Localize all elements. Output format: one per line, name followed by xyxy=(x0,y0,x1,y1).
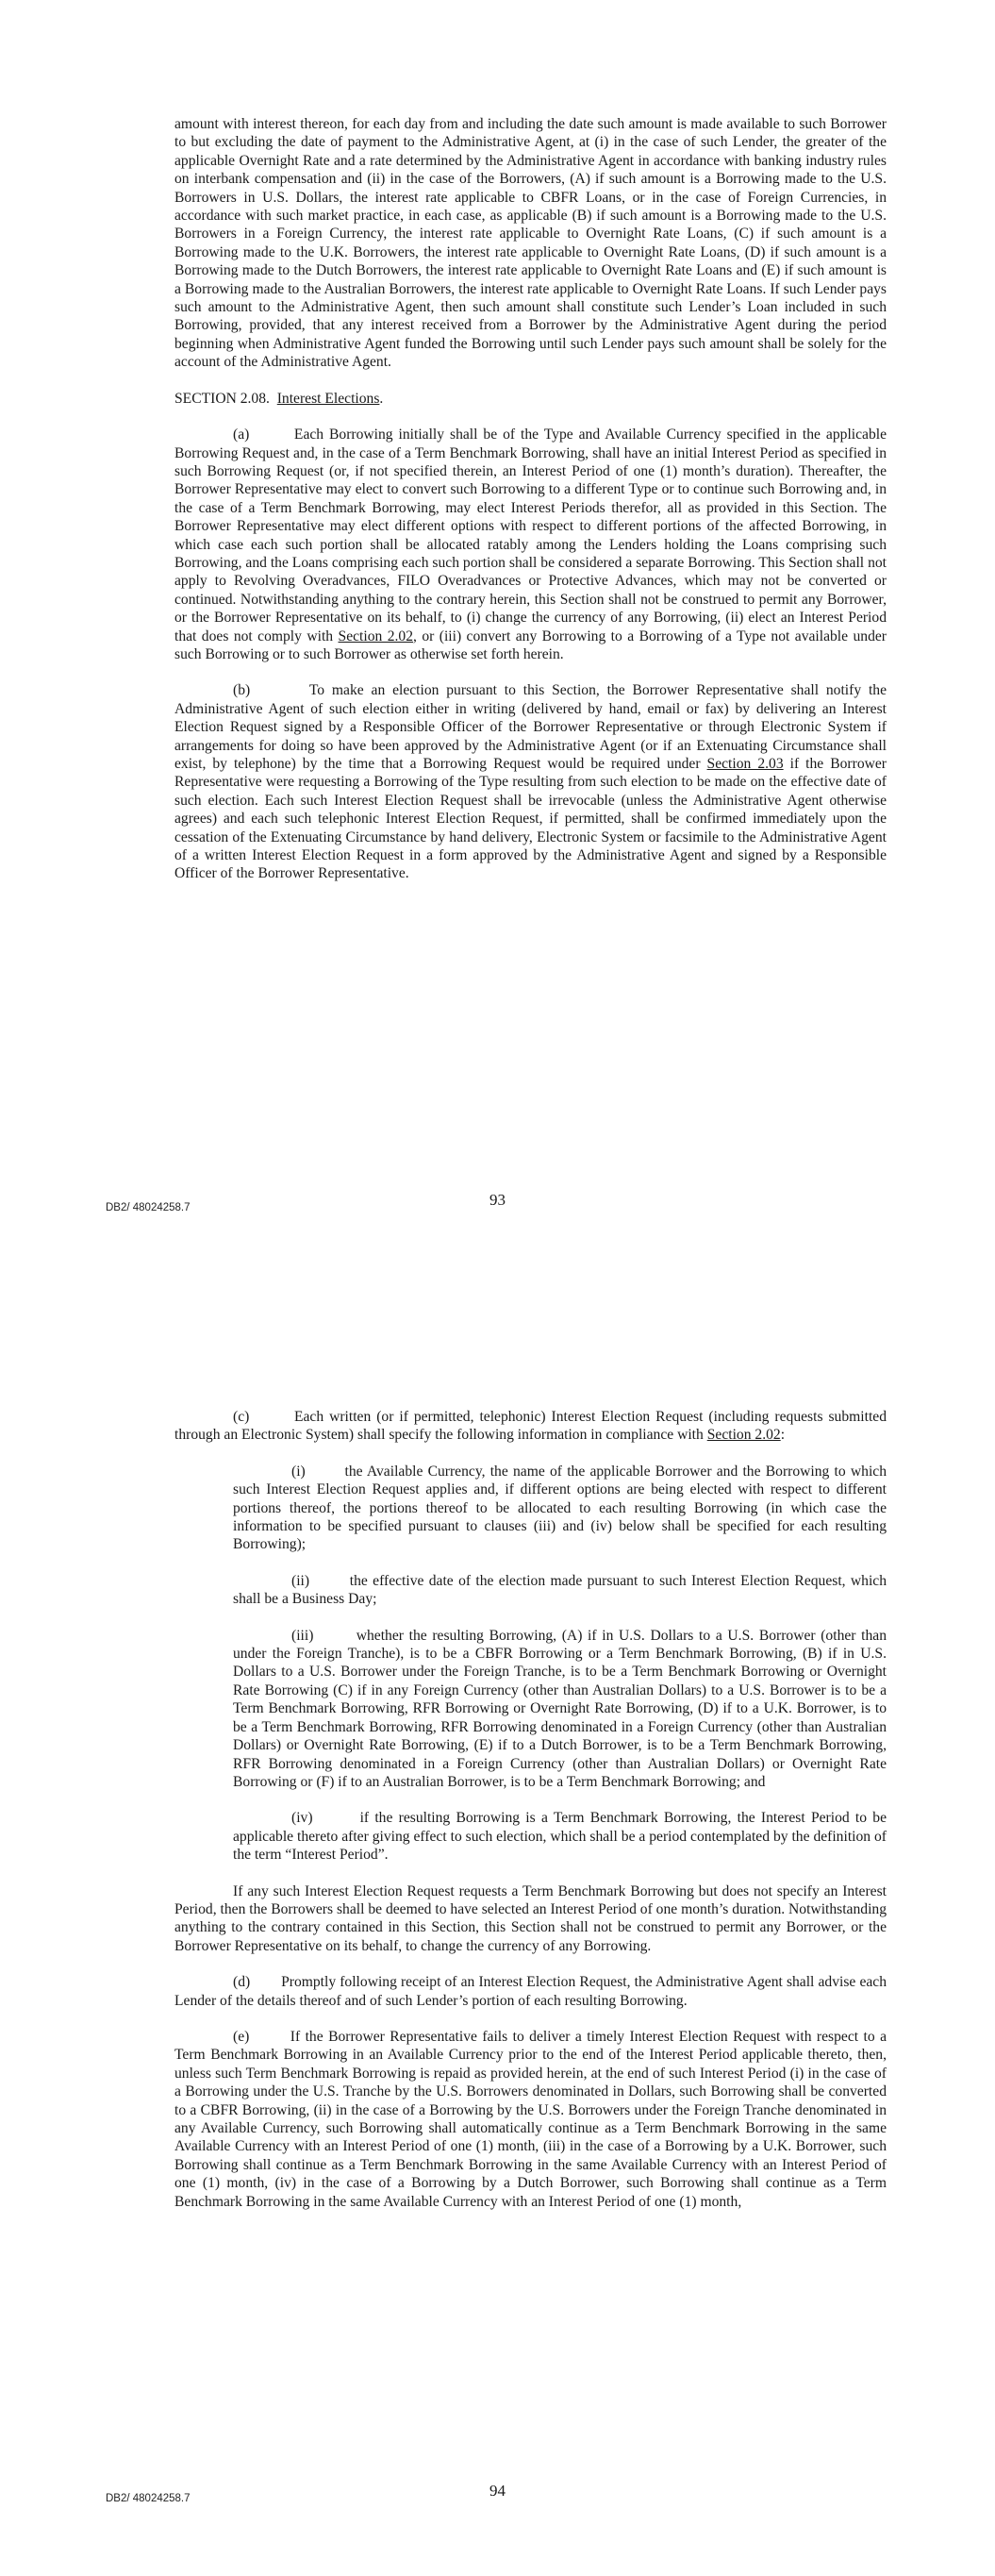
paragraph-d-text: Promptly following receipt of an Interest Election Request, the Administrative Agent shall advise each Lender of the details thereof and of such Lender’s portion of each resulting Borrowing. xyxy=(174,1974,887,2009)
paragraph-c xyxy=(174,1408,887,1445)
paragraph-a xyxy=(174,426,887,663)
carryover-paragraph: amount with interest thereon, for each day from and including the date such amount is made available to such Borrower to but excluding the date of payment to the Administrative Agent, at (i) in the case of such Lender, the greater of the applicable Overnight Rate and a rate determined by the Administrative Agent in accordance with banking industry rules on interbank compensation and (ii) in the case of the Borrowers, (A) if such amount is a Borrowing made to the U.S. Borrowers in U.S. Dollars, the interest rate applicable to CBFR Loans, or in the case of Foreign Currencies, in accordance with such market practice, in each case, as applicable (B) if such amount is a Borrowing made to the U.S. Borrowers in a Foreign Currency, the interest rate applicable to Overnight Rate Loans, (C) if such amount is a Borrowing made to the U.K. Borrowers, the interest rate applicable to Overnight Rate Loans, (D) if such amount is a Borrowing made to the Dutch Borrowers, the interest rate applicable to Overnight Rate Loans and (E) if such amount is a Borrowing made to the Australian Borrowers, the interest rate applicable to Overnight Rate Loans. If such Lender pays such amount to the Administrative Agent, then such amount shall constitute such Lender’s Loan included in such Borrowing, provided, that any interest received from a Borrower by the Administrative Agent during the period beginning when Administrative Agent funded the Borrowing until such Lender pays such amount shall be solely for the account of the Administrative Agent. xyxy=(174,116,887,371)
clause-iii xyxy=(233,1627,887,1792)
section-2-02-reference: Section 2.02 xyxy=(706,1427,781,1444)
paragraph-e-text: If the Borrower Representative fails to deliver a timely Interest Election Request with respect to a Term Benchmark Borrowing in an Available Currency prior to the end of the Interest Period applicable thereto, then, unless such Term Benchmark Borrowing is repaid as provided herein, at the end of such Interest Period (i) in the case of a Borrowing under the U.S. Tranche by the U.S. Borrowers denominated in Dollars, such Borrowing shall be converted to a CBFR Borrowing, (ii) in the case of a Borrowing by the U.S. Borrowers under the Foreign Tranche denominated in any Available Currency, such Borrowing shall automatically continue as a Term Benchmark Borrowing in the same Available Currency with an Interest Period of one (1) month, (iii) in the case of a Borrowing by a U.K. Borrower, such Borrowing shall continue as a Term Benchmark Borrowing in the same Available Currency with an Interest Period of one (1) month, (iv) in the case of a Borrowing by a Dutch Borrower, such Borrowing shall continue as a Term Benchmark Borrowing in the same Available Currency with an Interest Period of one (1) month, xyxy=(174,2028,887,2210)
paragraph-a-text-1: Each Borrowing initially shall be of the Type and Available Currency specified in the applicable Borrowing Request and, in the case of a Term Benchmark Borrowing, shall have an initial Interest Period as specified in such Borrowing Request (or, if not specified therein, an Interest Period of one (1) month’s duration). Thereafter, the Borrower Representative may elect to convert such Borrowing to a different Type or to continue such Borrowing and, in the case of a Term Benchmark Borrowing, may elect Interest Periods therefor, all as provided in this Section. The Borrower Representative may elect different options with respect to different portions of the affected Borrowing, in which case each such portion shall be allocated ratably among the Lenders holding the Loans comprising such Borrowing, and the Loans comprising each such portion shall be considered a separate Borrowing. This Section shall not apply to Revolving Overadvances, FILO Overadvances or Protective Advances, which may not be converted or continued. Notwithstanding anything to the contrary herein, this Section shall not be construed to permit any Borrower, or the Borrower Representative on its behalf, to (i) change the currency of any Borrowing, (ii) elect an Interest Period that does not comply with xyxy=(174,427,887,644)
clause-iv-label: (iv) xyxy=(291,1810,313,1827)
section-label: SECTION 2.08. xyxy=(174,390,270,407)
page-93-body xyxy=(174,115,887,901)
paragraph-b-label: (b) xyxy=(233,682,251,699)
document-id: DB2/ 48024258.7 xyxy=(106,1202,191,1213)
page-94-body xyxy=(174,1408,887,2229)
paragraph-e-label: (e) xyxy=(233,2028,250,2045)
section-heading xyxy=(174,390,887,408)
clause-ii-label: (ii) xyxy=(291,1572,310,1589)
paragraph-c-text-1: Each written (or if permitted, telephonic) Interest Election Request (including requests submitted through an Electronic System) shall specify the following information in compliance with xyxy=(174,1409,887,1444)
clause-i-text: the Available Currency, the name of the applicable Borrower and the Borrowing to which such Interest Election Request applies and, if different options are being elected with respect to different portions thereof, the portions thereof to be allocated to each resulting Borrowing (in which case the information to be specified pursuant to clauses (iii) and (iv) below shall be specified for each resulting Borrowing); xyxy=(233,1463,887,1553)
paragraph-c-text-2: : xyxy=(780,1427,786,1444)
paragraph-d-label: (d) xyxy=(233,1974,251,1991)
page-number: 93 xyxy=(489,1191,506,1209)
clause-iv-text: if the resulting Borrowing is a Term Benchmark Borrowing, the Interest Period to be applicable thereto after giving effect to such election, which shall be a period contemplated by the definition of the term “Interest Period”. xyxy=(233,1810,887,1864)
clause-iv xyxy=(233,1809,887,1864)
paragraph-a-label: (a) xyxy=(233,427,250,443)
clause-iii-label: (iii) xyxy=(291,1627,314,1644)
section-2-02-reference: Section 2.02 xyxy=(338,627,414,644)
paragraph-d xyxy=(174,1973,887,2010)
paragraph-e xyxy=(174,2028,887,2211)
paragraph-c-tail: If any such Interest Election Request requests a Term Benchmark Borrowing but does not specify an Interest Period, then the Borrowers shall be deemed to have selected an Interest Period of one month’s duration. Notwithstanding anything to the contrary contained in this Section, this Section shall not be construed to permit any Borrower, or the Borrower Representative on its behalf, to change the currency of any Borrowing. xyxy=(174,1882,887,1954)
section-title: Interest Elections xyxy=(276,390,380,407)
paragraph-b-text-2: if the Borrower Representative were requesting a Borrowing of the Type resulting from such election to be made on the effective date of such election. Each such Interest Election Request shall be irrevocable (unless the Administrative Agent otherwise agrees) and each such telephonic Interest Election Request, if permitted, shall be confirmed immediately upon the cessation of the Extenuating Circumstance by hand delivery, Electronic System or facsimile to the Administrative Agent of a written Interest Election Request in a form approved by the Administrative Agent and signed by a Responsible Officer of the Borrower Representative. xyxy=(174,756,887,882)
clause-iii-text: whether the resulting Borrowing, (A) if in U.S. Dollars to a U.S. Borrower (other than under the Foreign Tranche), is to be a CBFR Borrowing or a Term Benchmark Borrowing, (B) if in U.S. Dollars to a U.S. Borrower under the Foreign Tranche, is to be a Term Benchmark Borrowing or Overnight Rate Borrowing (C) if in any Foreign Currency (other than Australian Dollars) to a U.S. Borrower is to be a Term Benchmark Borrowing, RFR Borrowing or Overnight Rate Borrowing, (D) if to a U.K. Borrower, is to be a Term Benchmark Borrowing, RFR Borrowing denominated in a Foreign Currency (other than Australian Dollars) or Overnight Rate Borrowing, (E) if to a Dutch Borrower, is to be a Term Benchmark Borrowing, RFR Borrowing denominated in a Foreign Currency (other than Australian Dollars) or Overnight Rate Borrowing or (F) if to an Australian Borrower, is to be a Term Benchmark Borrowing; and xyxy=(233,1627,887,1790)
section-2-03-reference: Section 2.03 xyxy=(706,756,784,772)
paragraph-b-text-1: To make an election pursuant to this Section, the Borrower Representative shall notify the Administrative Agent of such election either in writing (delivered by hand, email or fax) by delivering an Interest Election Request signed by a Responsible Officer of the Borrower Representative or through Electronic System if arrangements for doing so have been approved by the Administrative Agent (or if an Extenuating Circumstance shall exist, by telephone) by the time that a Borrowing Request would be required under xyxy=(174,682,887,772)
clause-i xyxy=(233,1463,887,1554)
paragraph-c-label: (c) xyxy=(233,1409,250,1425)
clause-ii-text: the effective date of the election made pursuant to such Interest Election Request, which shall be a Business Day; xyxy=(233,1572,887,1608)
section-title-period: . xyxy=(379,390,384,407)
clause-ii xyxy=(233,1572,887,1609)
page-94 xyxy=(0,1288,995,2576)
paragraph-b xyxy=(174,681,887,882)
paragraph-a-text-2: , or (iii) convert any Borrowing to a Borrowing of a Type not available under such Borrowing or to such Borrower as otherwise set forth herein. xyxy=(174,627,887,662)
clause-i-label: (i) xyxy=(291,1463,306,1480)
page-number: 94 xyxy=(489,2482,506,2500)
document-id: DB2/ 48024258.7 xyxy=(106,2493,191,2504)
